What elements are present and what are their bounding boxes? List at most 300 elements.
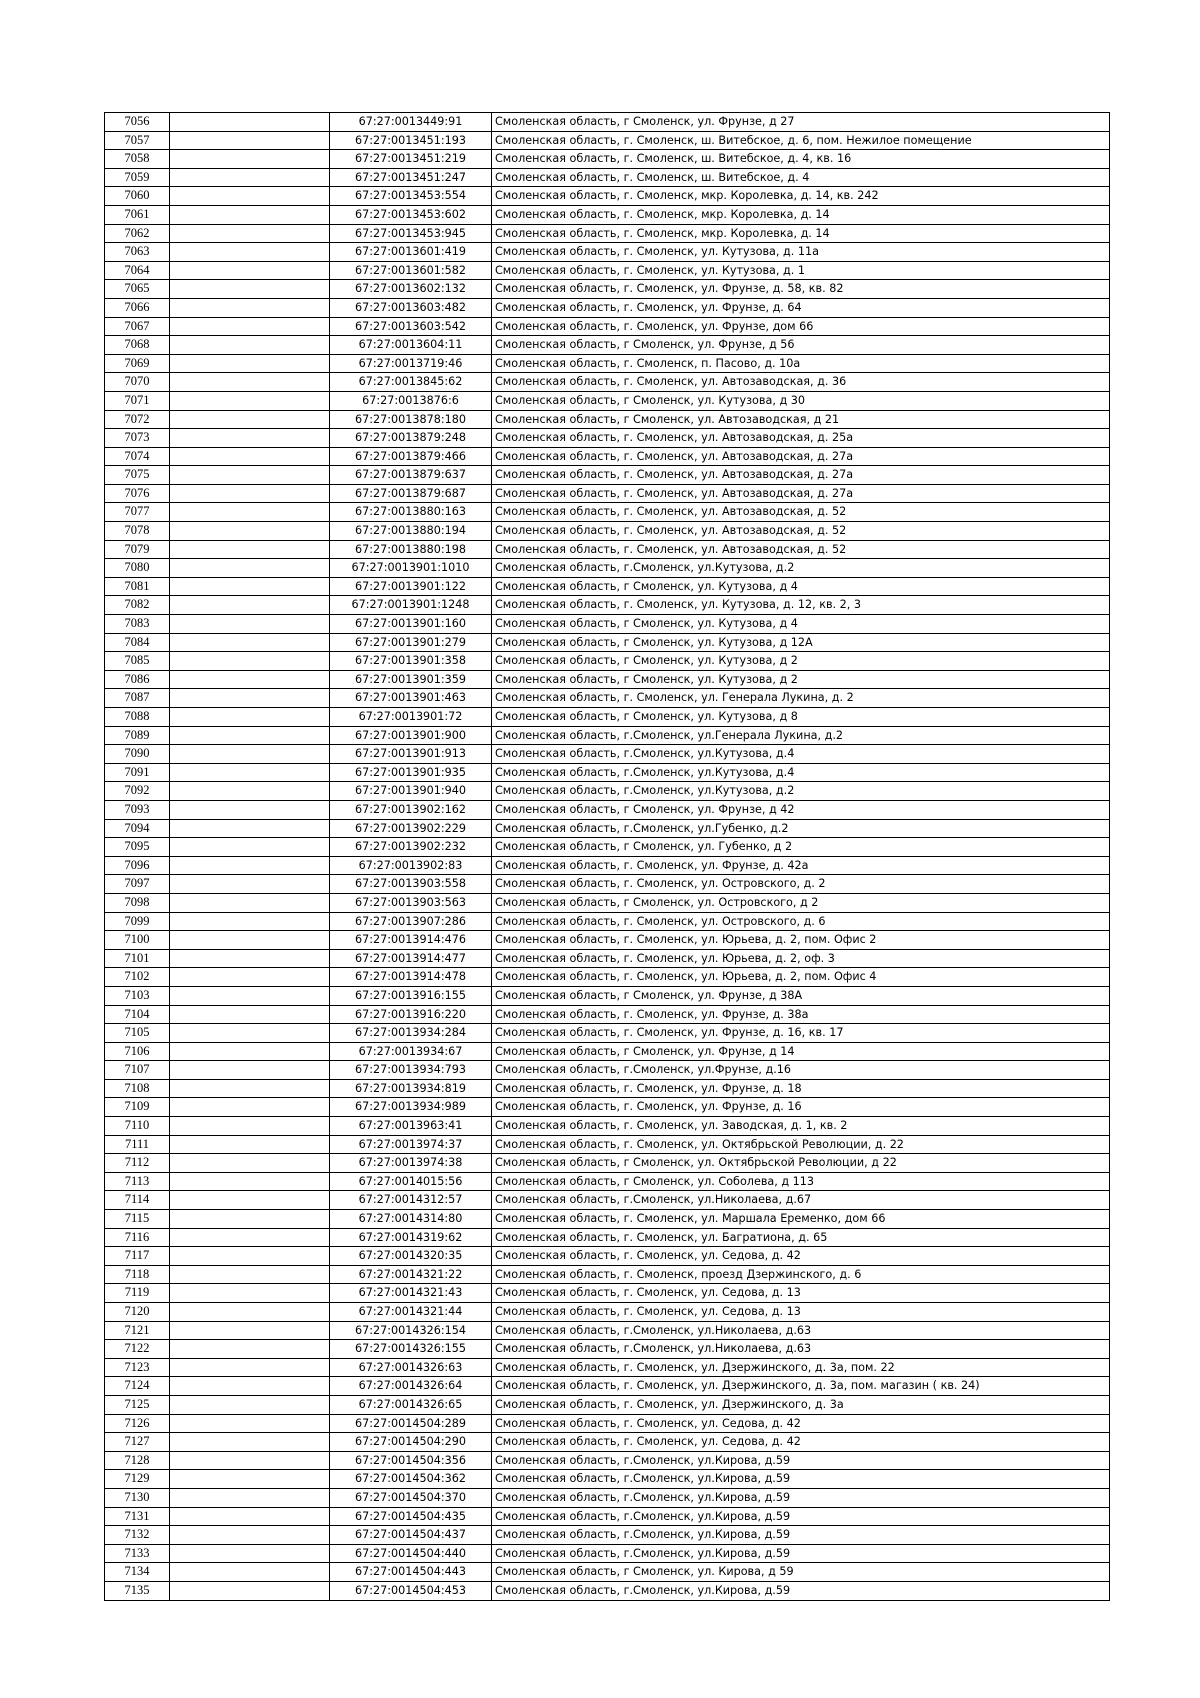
address-cell: Смоленская область, г Смоленск, ул. Фрунзе, д 38А: [492, 986, 1110, 1005]
row-number-cell: 7078: [105, 522, 170, 541]
cadastral-number-cell: 67:27:0014314:80: [330, 1210, 492, 1229]
empty-cell: [170, 280, 330, 299]
address-cell: Смоленская область, г Смоленск, ул. Губенко, д 2: [492, 838, 1110, 857]
empty-cell: [170, 1135, 330, 1154]
row-number-cell: 7127: [105, 1433, 170, 1452]
empty-cell: [170, 1507, 330, 1526]
cadastral-number-cell: 67:27:0013901:279: [330, 633, 492, 652]
address-cell: Смоленская область, г. Смоленск, ул. Кутузова, д. 1: [492, 261, 1110, 280]
empty-cell: [170, 168, 330, 187]
address-cell: Смоленская область, г. Смоленск, ул. Автозаводская, д. 52: [492, 503, 1110, 522]
row-number-cell: 7102: [105, 968, 170, 987]
address-cell: Смоленская область, г Смоленск, ул. Кутузова, д 30: [492, 391, 1110, 410]
table-row: [105, 484, 1110, 503]
cadastral-number-cell: 67:27:0013453:945: [330, 224, 492, 243]
table-row: [105, 1451, 1110, 1470]
row-number-cell: 7110: [105, 1117, 170, 1136]
empty-cell: [170, 615, 330, 634]
empty-cell: [170, 150, 330, 169]
address-cell: Смоленская область, г. Смоленск, ул. Седова, д. 42: [492, 1433, 1110, 1452]
table-row: [105, 429, 1110, 448]
table-row: [105, 912, 1110, 931]
empty-cell: [170, 1228, 330, 1247]
empty-cell: [170, 782, 330, 801]
row-number-cell: 7114: [105, 1191, 170, 1210]
address-cell: Смоленская область, г.Смоленск, ул.Генерала Лукина, д.2: [492, 726, 1110, 745]
address-cell: Смоленская область, г.Смоленск, ул.Кутузова, д.2: [492, 782, 1110, 801]
table-row: [105, 670, 1110, 689]
table-row: [105, 893, 1110, 912]
row-number-cell: 7119: [105, 1284, 170, 1303]
empty-cell: [170, 1079, 330, 1098]
cadastral-number-cell: 67:27:0013601:419: [330, 243, 492, 262]
address-cell: Смоленская область, г.Смоленск, ул.Губенко, д.2: [492, 819, 1110, 838]
cadastral-number-cell: 67:27:0013963:41: [330, 1117, 492, 1136]
row-number-cell: 7092: [105, 782, 170, 801]
empty-cell: [170, 522, 330, 541]
address-cell: Смоленская область, г. Смоленск, ул. Октябрьской Революции, д. 22: [492, 1135, 1110, 1154]
cadastral-number-cell: 67:27:0013901:358: [330, 652, 492, 671]
cadastral-number-cell: 67:27:0013934:284: [330, 1024, 492, 1043]
address-cell: Смоленская область, г. Смоленск, ул. Островского, д. 6: [492, 912, 1110, 931]
cadastral-number-cell: 67:27:0014504:356: [330, 1451, 492, 1470]
address-cell: Смоленская область, г. Смоленск, ул. Автозаводская, д. 52: [492, 540, 1110, 559]
table-row: [105, 1024, 1110, 1043]
table-row: [105, 819, 1110, 838]
empty-cell: [170, 113, 330, 132]
table-row: [105, 1191, 1110, 1210]
table-row: [105, 1321, 1110, 1340]
cadastral-number-cell: 67:27:0013934:793: [330, 1061, 492, 1080]
cadastral-number-cell: 67:27:0013901:1010: [330, 559, 492, 578]
cadastral-number-cell: 67:27:0014326:154: [330, 1321, 492, 1340]
row-number-cell: 7066: [105, 298, 170, 317]
row-number-cell: 7065: [105, 280, 170, 299]
empty-cell: [170, 708, 330, 727]
row-number-cell: 7057: [105, 131, 170, 150]
row-number-cell: 7071: [105, 391, 170, 410]
row-number-cell: 7082: [105, 596, 170, 615]
row-number-cell: 7088: [105, 708, 170, 727]
address-cell: Смоленская область, г. Смоленск, ул. Генерала Лукина, д. 2: [492, 689, 1110, 708]
empty-cell: [170, 949, 330, 968]
address-cell: Смоленская область, г.Смоленск, ул.Кирова, д.59: [492, 1507, 1110, 1526]
row-number-cell: 7111: [105, 1135, 170, 1154]
row-number-cell: 7072: [105, 410, 170, 429]
address-cell: Смоленская область, г.Смоленск, ул.Кирова, д.59: [492, 1544, 1110, 1563]
row-number-cell: 7091: [105, 763, 170, 782]
cadastral-number-cell: 67:27:0013879:248: [330, 429, 492, 448]
row-number-cell: 7083: [105, 615, 170, 634]
address-cell: Смоленская область, г. Смоленск, ул. Фрунзе, д. 58, кв. 82: [492, 280, 1110, 299]
table-row: [105, 968, 1110, 987]
address-cell: Смоленская область, г. Смоленск, ул. Кутузова, д. 11а: [492, 243, 1110, 262]
row-number-cell: 7120: [105, 1303, 170, 1322]
row-number-cell: 7090: [105, 745, 170, 764]
table-row: [105, 875, 1110, 894]
empty-cell: [170, 1395, 330, 1414]
address-cell: Смоленская область, г Смоленск, ул. Фрунзе, д 27: [492, 113, 1110, 132]
empty-cell: [170, 354, 330, 373]
table-row: [105, 243, 1110, 262]
address-cell: Смоленская область, г. Смоленск, ул. Багратиона, д. 65: [492, 1228, 1110, 1247]
empty-cell: [170, 1117, 330, 1136]
empty-cell: [170, 243, 330, 262]
row-number-cell: 7103: [105, 986, 170, 1005]
table-row: [105, 559, 1110, 578]
cadastral-number-cell: 67:27:0013453:602: [330, 205, 492, 224]
address-cell: Смоленская область, г. Смоленск, ул. Маршала Еременко, дом 66: [492, 1210, 1110, 1229]
table-row: [105, 447, 1110, 466]
address-cell: Смоленская область, г Смоленск, ул. Кутузова, д 8: [492, 708, 1110, 727]
address-cell: Смоленская область, г.Смоленск, ул.Николаева, д.67: [492, 1191, 1110, 1210]
empty-cell: [170, 652, 330, 671]
row-number-cell: 7061: [105, 205, 170, 224]
empty-cell: [170, 838, 330, 857]
empty-cell: [170, 1470, 330, 1489]
table-row: [105, 615, 1110, 634]
row-number-cell: 7084: [105, 633, 170, 652]
cadastral-number-cell: 67:27:0013914:477: [330, 949, 492, 968]
cadastral-number-cell: 67:27:0014326:155: [330, 1340, 492, 1359]
address-cell: Смоленская область, г. Смоленск, ул. Автозаводская, д. 52: [492, 522, 1110, 541]
table-row: [105, 931, 1110, 950]
table-row: [105, 1117, 1110, 1136]
row-number-cell: 7075: [105, 466, 170, 485]
table-row: [105, 633, 1110, 652]
table-row: [105, 373, 1110, 392]
cadastral-number-cell: 67:27:0013907:286: [330, 912, 492, 931]
cadastral-number-cell: 67:27:0013604:11: [330, 336, 492, 355]
table-row: [105, 522, 1110, 541]
address-cell: Смоленская область, г Смоленск, ул. Островского, д 2: [492, 893, 1110, 912]
row-number-cell: 7070: [105, 373, 170, 392]
empty-cell: [170, 466, 330, 485]
address-cell: Смоленская область, г.Смоленск, ул.Кирова, д.59: [492, 1526, 1110, 1545]
cadastral-number-cell: 67:27:0013902:162: [330, 800, 492, 819]
empty-cell: [170, 187, 330, 206]
cadastral-number-cell: 67:27:0014321:43: [330, 1284, 492, 1303]
address-cell: Смоленская область, г. Смоленск, ул. Заводская, д. 1, кв. 2: [492, 1117, 1110, 1136]
empty-cell: [170, 1061, 330, 1080]
cadastral-number-cell: 67:27:0014504:290: [330, 1433, 492, 1452]
cadastral-number-cell: 67:27:0013901:940: [330, 782, 492, 801]
cadastral-number-cell: 67:27:0013934:67: [330, 1042, 492, 1061]
table-row: [105, 1507, 1110, 1526]
address-cell: Смоленская область, г Смоленск, ул. Фрунзе, д 42: [492, 800, 1110, 819]
address-cell: Смоленская область, г. Смоленск, ул. Седова, д. 13: [492, 1303, 1110, 1322]
empty-cell: [170, 819, 330, 838]
cadastral-number-cell: 67:27:0013876:6: [330, 391, 492, 410]
cadastral-number-cell: 67:27:0013901:935: [330, 763, 492, 782]
row-number-cell: 7097: [105, 875, 170, 894]
row-number-cell: 7098: [105, 893, 170, 912]
cadastral-number-cell: 67:27:0013903:563: [330, 893, 492, 912]
cadastral-number-cell: 67:27:0013934:989: [330, 1098, 492, 1117]
table-row: [105, 336, 1110, 355]
empty-cell: [170, 429, 330, 448]
empty-cell: [170, 931, 330, 950]
address-cell: Смоленская область, г Смоленск, ул. Кутузова, д 2: [492, 670, 1110, 689]
empty-cell: [170, 131, 330, 150]
cadastral-number-cell: 67:27:0013880:163: [330, 503, 492, 522]
address-cell: Смоленская область, г. Смоленск, ул. Седова, д. 42: [492, 1247, 1110, 1266]
row-number-cell: 7128: [105, 1451, 170, 1470]
row-number-cell: 7117: [105, 1247, 170, 1266]
address-cell: Смоленская область, г. Смоленск, ул. Седова, д. 42: [492, 1414, 1110, 1433]
address-cell: Смоленская область, г. Смоленск, ул. Автозаводская, д. 25а: [492, 429, 1110, 448]
row-number-cell: 7100: [105, 931, 170, 950]
empty-cell: [170, 1098, 330, 1117]
address-cell: Смоленская область, г. Смоленск, ул. Автозаводская, д. 36: [492, 373, 1110, 392]
cadastral-number-cell: 67:27:0014319:62: [330, 1228, 492, 1247]
row-number-cell: 7106: [105, 1042, 170, 1061]
table-row: [105, 763, 1110, 782]
table-row: [105, 1470, 1110, 1489]
address-cell: Смоленская область, г. Смоленск, ул. Автозаводская, д. 27а: [492, 447, 1110, 466]
table-row: [105, 838, 1110, 857]
address-cell: Смоленская область, г. Смоленск, ул. Фрунзе, д. 38а: [492, 1005, 1110, 1024]
cadastral-number-cell: 67:27:0014504:440: [330, 1544, 492, 1563]
cadastral-number-cell: 67:27:0013901:72: [330, 708, 492, 727]
empty-cell: [170, 596, 330, 615]
table-row: [105, 168, 1110, 187]
empty-cell: [170, 1544, 330, 1563]
cadastral-number-cell: 67:27:0014326:65: [330, 1395, 492, 1414]
empty-cell: [170, 1451, 330, 1470]
row-number-cell: 7124: [105, 1377, 170, 1396]
empty-cell: [170, 670, 330, 689]
address-cell: Смоленская область, г.Смоленск, ул.Кутузова, д.4: [492, 745, 1110, 764]
row-number-cell: 7099: [105, 912, 170, 931]
cadastral-number-cell: 67:27:0014504:437: [330, 1526, 492, 1545]
cadastral-number-cell: 67:27:0014326:63: [330, 1358, 492, 1377]
empty-cell: [170, 577, 330, 596]
row-number-cell: 7129: [105, 1470, 170, 1489]
cadastral-number-cell: 67:27:0013974:37: [330, 1135, 492, 1154]
table-row: [105, 1377, 1110, 1396]
cadastral-number-cell: 67:27:0013901:463: [330, 689, 492, 708]
empty-cell: [170, 1042, 330, 1061]
cadastral-number-cell: 67:27:0014504:362: [330, 1470, 492, 1489]
empty-cell: [170, 298, 330, 317]
table-row: [105, 391, 1110, 410]
cadastral-number-cell: 67:27:0014504:370: [330, 1488, 492, 1507]
row-number-cell: 7116: [105, 1228, 170, 1247]
address-cell: Смоленская область, г Смоленск, ул. Кутузова, д 12А: [492, 633, 1110, 652]
cadastral-number-cell: 67:27:0013845:62: [330, 373, 492, 392]
address-cell: Смоленская область, г Смоленск, ул. Кутузова, д 4: [492, 577, 1110, 596]
address-cell: Смоленская область, г Смоленск, ул. Автозаводская, д 21: [492, 410, 1110, 429]
empty-cell: [170, 1191, 330, 1210]
row-number-cell: 7135: [105, 1581, 170, 1600]
table-row: [105, 652, 1110, 671]
row-number-cell: 7131: [105, 1507, 170, 1526]
row-number-cell: 7056: [105, 113, 170, 132]
row-number-cell: 7077: [105, 503, 170, 522]
empty-cell: [170, 1284, 330, 1303]
address-cell: Смоленская область, г.Смоленск, ул.Кирова, д.59: [492, 1470, 1110, 1489]
empty-cell: [170, 968, 330, 987]
table-row: [105, 150, 1110, 169]
table-row: [105, 986, 1110, 1005]
cadastral-number-cell: 67:27:0013603:542: [330, 317, 492, 336]
address-cell: Смоленская область, г. Смоленск, проезд Дзержинского, д. 6: [492, 1265, 1110, 1284]
address-cell: Смоленская область, г. Смоленск, ш. Витебское, д. 4: [492, 168, 1110, 187]
address-cell: Смоленская область, г. Смоленск, п. Пасово, д. 10а: [492, 354, 1110, 373]
empty-cell: [170, 373, 330, 392]
table-row: [105, 503, 1110, 522]
table-row: [105, 1228, 1110, 1247]
table-row: [105, 540, 1110, 559]
table-row: [105, 1340, 1110, 1359]
cadastral-number-cell: 67:27:0013902:229: [330, 819, 492, 838]
cadastral-number-cell: 67:27:0013914:478: [330, 968, 492, 987]
cadastral-number-cell: 67:27:0013901:160: [330, 615, 492, 634]
address-cell: Смоленская область, г.Смоленск, ул.Кирова, д.59: [492, 1488, 1110, 1507]
address-cell: Смоленская область, г. Смоленск, ул. Юрьева, д. 2, оф. 3: [492, 949, 1110, 968]
cadastral-number-cell: 67:27:0013880:194: [330, 522, 492, 541]
cadastral-number-cell: 67:27:0013878:180: [330, 410, 492, 429]
address-cell: Смоленская область, г. Смоленск, ул. Островского, д. 2: [492, 875, 1110, 894]
address-cell: Смоленская область, г.Смоленск, ул.Кутузова, д.4: [492, 763, 1110, 782]
cadastral-number-cell: 67:27:0014321:44: [330, 1303, 492, 1322]
row-number-cell: 7087: [105, 689, 170, 708]
table-row: [105, 131, 1110, 150]
address-cell: Смоленская область, г. Смоленск, ул. Юрьева, д. 2, пом. Офис 2: [492, 931, 1110, 950]
row-number-cell: 7104: [105, 1005, 170, 1024]
address-cell: Смоленская область, г. Смоленск, ул. Юрьева, д. 2, пом. Офис 4: [492, 968, 1110, 987]
row-number-cell: 7123: [105, 1358, 170, 1377]
cadastral-number-cell: 67:27:0013879:637: [330, 466, 492, 485]
address-cell: Смоленская область, г Смоленск, ул. Кутузова, д 4: [492, 615, 1110, 634]
empty-cell: [170, 912, 330, 931]
table-row: [105, 1303, 1110, 1322]
table-row: [105, 354, 1110, 373]
cadastral-number-cell: 67:27:0013902:83: [330, 856, 492, 875]
row-number-cell: 7112: [105, 1154, 170, 1173]
table-row: [105, 689, 1110, 708]
row-number-cell: 7095: [105, 838, 170, 857]
empty-cell: [170, 410, 330, 429]
table-row: [105, 1247, 1110, 1266]
row-number-cell: 7126: [105, 1414, 170, 1433]
table-row: [105, 782, 1110, 801]
row-number-cell: 7115: [105, 1210, 170, 1229]
address-cell: Смоленская область, г. Смоленск, мкр. Королевка, д. 14: [492, 224, 1110, 243]
cadastral-number-cell: 67:27:0014320:35: [330, 1247, 492, 1266]
address-cell: Смоленская область, г.Смоленск, ул.Кирова, д.59: [492, 1451, 1110, 1470]
empty-cell: [170, 856, 330, 875]
address-cell: Смоленская область, г Смоленск, ул. Кутузова, д 2: [492, 652, 1110, 671]
empty-cell: [170, 1563, 330, 1582]
empty-cell: [170, 875, 330, 894]
table-row: [105, 949, 1110, 968]
address-cell: Смоленская область, г. Смоленск, ул. Автозаводская, д. 27а: [492, 484, 1110, 503]
empty-cell: [170, 540, 330, 559]
empty-cell: [170, 484, 330, 503]
cadastral-number-cell: 67:27:0013879:466: [330, 447, 492, 466]
row-number-cell: 7134: [105, 1563, 170, 1582]
row-number-cell: 7089: [105, 726, 170, 745]
cadastral-number-cell: 67:27:0013901:359: [330, 670, 492, 689]
cadastral-number-cell: 67:27:0014321:22: [330, 1265, 492, 1284]
cadastral-number-cell: 67:27:0013901:1248: [330, 596, 492, 615]
row-number-cell: 7079: [105, 540, 170, 559]
empty-cell: [170, 1154, 330, 1173]
empty-cell: [170, 1321, 330, 1340]
empty-cell: [170, 261, 330, 280]
row-number-cell: 7073: [105, 429, 170, 448]
empty-cell: [170, 1340, 330, 1359]
table-row: [105, 1135, 1110, 1154]
empty-cell: [170, 1358, 330, 1377]
empty-cell: [170, 1433, 330, 1452]
row-number-cell: 7093: [105, 800, 170, 819]
cadastral-number-cell: 67:27:0013901:913: [330, 745, 492, 764]
address-cell: Смоленская область, г.Смоленск, ул.Фрунзе, д.16: [492, 1061, 1110, 1080]
empty-cell: [170, 763, 330, 782]
empty-cell: [170, 1414, 330, 1433]
address-cell: Смоленская область, г Смоленск, ул. Кирова, д 59: [492, 1563, 1110, 1582]
cadastral-registry-table: [104, 112, 1110, 1601]
cadastral-number-cell: 67:27:0013451:247: [330, 168, 492, 187]
address-cell: Смоленская область, г. Смоленск, ш. Витебское, д. 6, пом. Нежилое помещение: [492, 131, 1110, 150]
address-cell: Смоленская область, г. Смоленск, ул. Автозаводская, д. 27а: [492, 466, 1110, 485]
cadastral-number-cell: 67:27:0014312:57: [330, 1191, 492, 1210]
table-row: [105, 1581, 1110, 1600]
row-number-cell: 7085: [105, 652, 170, 671]
table-row: [105, 1098, 1110, 1117]
empty-cell: [170, 1172, 330, 1191]
empty-cell: [170, 503, 330, 522]
table-row: [105, 1395, 1110, 1414]
address-cell: Смоленская область, г Смоленск, ул. Октябрьской Революции, д 22: [492, 1154, 1110, 1173]
table-row: [105, 1005, 1110, 1024]
empty-cell: [170, 559, 330, 578]
cadastral-number-cell: 67:27:0013914:476: [330, 931, 492, 950]
address-cell: Смоленская область, г. Смоленск, ул. Дзержинского, д. 3а, пом. магазин ( кв. 24): [492, 1377, 1110, 1396]
empty-cell: [170, 317, 330, 336]
empty-cell: [170, 1526, 330, 1545]
registry-table-body: [105, 113, 1110, 1601]
row-number-cell: 7096: [105, 856, 170, 875]
cadastral-number-cell: 67:27:0013603:482: [330, 298, 492, 317]
row-number-cell: 7058: [105, 150, 170, 169]
table-row: [105, 1284, 1110, 1303]
table-row: [105, 1210, 1110, 1229]
empty-cell: [170, 391, 330, 410]
empty-cell: [170, 893, 330, 912]
empty-cell: [170, 633, 330, 652]
address-cell: Смоленская область, г Смоленск, ул. Фрунзе, д 14: [492, 1042, 1110, 1061]
row-number-cell: 7125: [105, 1395, 170, 1414]
table-row: [105, 726, 1110, 745]
address-cell: Смоленская область, г. Смоленск, ул. Фрунзе, д. 16: [492, 1098, 1110, 1117]
table-row: [105, 317, 1110, 336]
row-number-cell: 7094: [105, 819, 170, 838]
table-row: [105, 1358, 1110, 1377]
empty-cell: [170, 1247, 330, 1266]
table-row: [105, 410, 1110, 429]
table-row: [105, 708, 1110, 727]
empty-cell: [170, 1024, 330, 1043]
table-row: [105, 261, 1110, 280]
cadastral-number-cell: 67:27:0014326:64: [330, 1377, 492, 1396]
address-cell: Смоленская область, г Смоленск, ул. Фрунзе, д 56: [492, 336, 1110, 355]
table-row: [105, 1265, 1110, 1284]
table-row: [105, 113, 1110, 132]
